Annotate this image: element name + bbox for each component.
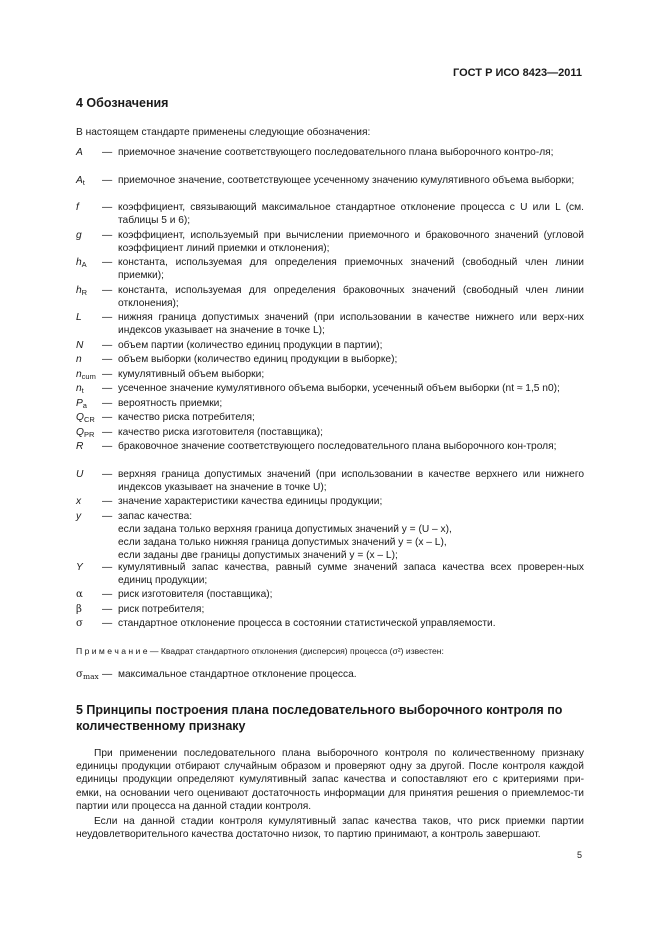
definition-text: вероятность приемки;: [118, 397, 223, 409]
paragraph-1: При применении последовательного плана выборочного контроля по количественному признаку единицы продукции отбирают случайным образом и проверяют одну за другой. После контроля каждой единицы продукции определяют кумулятивный запас качества и сопоставляют его с критериями при-емки, на основании чего оценивают достаточность информации для принятия решения о приемлемос-ти партии или процесса на данной стадии контроля.: [76, 748, 584, 812]
symbol-definition: [76, 603, 584, 618]
dash: —: [102, 229, 113, 241]
symbol: $Q_{PR}$: [76, 426, 95, 439]
definition-text: приемочное значение соответствующего последовательного плана выборочного контро-ля;: [118, 147, 554, 158]
symbol: L: [76, 312, 82, 323]
dash: —: [102, 561, 113, 573]
dash: —: [102, 383, 113, 394]
symbol: $n_t$: [76, 383, 84, 395]
y-case-line: если заданы две границы допустимых значений y = (x – L);: [118, 550, 398, 562]
dash: —: [102, 441, 113, 452]
symbol: A: [76, 147, 83, 158]
page-number: 5: [576, 850, 582, 860]
dash: —: [102, 284, 113, 296]
definition-text: приемочное значение, соответствующее усеченному значению кумулятивного объема выборки;: [118, 174, 575, 186]
dash: —: [102, 412, 113, 423]
definition-text: кумулятивный запас качества, равный сумме значений запаса качества всех проверен-ных единиц продукции;: [118, 561, 584, 586]
dash: —: [102, 312, 113, 323]
definition-text: константа, используемая для определения браковочных значений (свободный член линии отклонения);: [118, 284, 584, 309]
definition-text: верхняя граница допустимых значений (при использовании в качестве верхнего или нижнего индексов указывает на значение в точке U);: [118, 468, 584, 493]
note: П р и м е ч а н и е — Квадрат стандартного отклонения (дисперсия) процесса (σ²) известен:: [76, 646, 444, 656]
symbol-definition: [76, 339, 584, 354]
dash: —: [102, 202, 113, 213]
dash: —: [102, 174, 113, 186]
symbol-definition: [76, 426, 584, 441]
dash: —: [102, 618, 113, 629]
symbol: $n_{cum}$: [76, 368, 96, 381]
y-case-line: если задана только верхняя граница допустимых значений y = (U – x),: [118, 523, 452, 535]
symbol-definition: [76, 284, 584, 312]
symbol: $Q_{CR}$: [76, 412, 95, 424]
y-case-line: если задана только нижняя граница допустимых значений y = (x – L),: [118, 536, 447, 548]
definition-text: максимальное стандартное отклонение процесса.: [118, 669, 357, 680]
symbol: y: [76, 510, 82, 522]
dash: —: [102, 468, 113, 480]
symbol-definition: [76, 174, 584, 202]
definition-text: объем партии (количество единиц продукции в партии);: [118, 339, 383, 351]
symbol-definition: [76, 146, 584, 174]
symbol-definitions-list: [76, 146, 584, 632]
dash: —: [102, 147, 113, 158]
symbol: x: [76, 496, 82, 507]
symbol-definition: [76, 468, 584, 496]
definition-text: стандартное отклонение процесса в состоянии статистической управляемости.: [118, 618, 496, 629]
definition-text: значение характеристики качества единицы продукции;: [118, 496, 383, 507]
symbol-definition: [76, 382, 584, 397]
paragraph-2: Если на данной стадии контроля кумулятивный запас качества таков, что риск приемки партии неудовлетворительного качества достаточно низок, то партию принимают, а контроль завершают.: [76, 816, 584, 841]
dash: —: [102, 354, 113, 365]
section-4-intro: В настоящем стандарте применены следующие обозначения:: [76, 127, 371, 138]
definition-text: усеченное значение кумулятивного объема выборки, усеченный объем выборки (nt ≈ 1,5 n0);: [118, 383, 560, 394]
definition-text: риск изготовителя (поставщика);: [118, 589, 273, 600]
dash: —: [102, 496, 113, 507]
symbol-definition: [76, 256, 584, 284]
symbol-definition: [76, 201, 584, 229]
dash: —: [102, 669, 113, 680]
symbol-definition: [76, 510, 584, 561]
symbol: β: [76, 603, 82, 615]
symbol: $h_R$: [76, 284, 88, 297]
symbol: g: [76, 229, 82, 241]
symbol-definition: [76, 588, 584, 603]
dash: —: [102, 257, 113, 268]
dash: —: [102, 426, 113, 438]
definition-text: коэффициент, используемый при вычислении приемочного и браковочного значений (угловой коэффициент линий приемки и отклонения);: [118, 229, 584, 254]
symbol: R: [76, 441, 84, 452]
definition-text: качество риска потребителя;: [118, 412, 255, 423]
symbol: $h_A$: [76, 257, 87, 269]
dash: —: [102, 510, 113, 522]
document-code: ГОСТ Р ИСО 8423—2011: [452, 67, 582, 79]
definition-text: качество риска изготовителя (поставщика);: [118, 426, 324, 438]
dash: —: [102, 397, 113, 409]
symbol-definition: [76, 311, 584, 339]
section-5-title: 5 Принципы построения плана последовательного выборочного контроля по количественному признаку: [76, 703, 563, 733]
dash: —: [102, 603, 113, 615]
dash: —: [102, 368, 113, 380]
definition-text: риск потребителя;: [118, 603, 205, 615]
symbol-definition: [76, 397, 584, 412]
symbol: Y: [76, 561, 83, 573]
definition-text: запас качества: если задана только верхняя граница допустимых значений y = (U – x), если задана только нижняя граница допустимых значений y = (x – L), если заданы две границы допустимых значений y = (x – L);: [118, 510, 584, 561]
definition-text: коэффициент, связывающий максимальное стандартное отклонение процесса с U или L (см. таблицы 5 и 6);: [118, 202, 584, 227]
symbol: N: [76, 339, 84, 351]
symbol-definition: [76, 229, 584, 257]
symbol: $A_t$: [76, 174, 85, 187]
symbol-definition: [76, 495, 584, 510]
dash: —: [102, 339, 113, 351]
symbol: σ: [76, 618, 83, 629]
symbol: n: [76, 354, 82, 365]
definition-text: нижняя граница допустимых значений (при использовании в качестве нижнего или верх-них индексов указывает на значение в точке L);: [118, 312, 584, 337]
symbol-definition: [76, 353, 584, 368]
symbol-definition: [76, 440, 584, 468]
symbol: f: [76, 202, 79, 213]
symbol-definition: [76, 617, 584, 632]
definition-text: объем выборки (количество единиц продукции в выборке);: [118, 354, 398, 365]
symbol: α: [76, 589, 83, 600]
symbol-definition: [76, 411, 584, 426]
symbol-definition-sigma-max: [76, 668, 584, 681]
symbol: U: [76, 468, 84, 480]
symbol: $\sigma_{max}$: [76, 669, 99, 681]
definition-text: константа, используемая для определения приемочных значений (свободный член линии приемки);: [118, 257, 584, 282]
section-4-title: 4 Обозначения: [76, 96, 169, 110]
symbol-definition: [76, 368, 584, 383]
definition-text: кумулятивный объем выборки;: [118, 368, 265, 380]
dash: —: [102, 589, 113, 600]
symbol: $P_a$: [76, 397, 87, 410]
symbol-definition: [76, 561, 584, 589]
definition-text: браковочное значение соответствующего последовательного плана выборочного кон-троля;: [118, 441, 557, 452]
